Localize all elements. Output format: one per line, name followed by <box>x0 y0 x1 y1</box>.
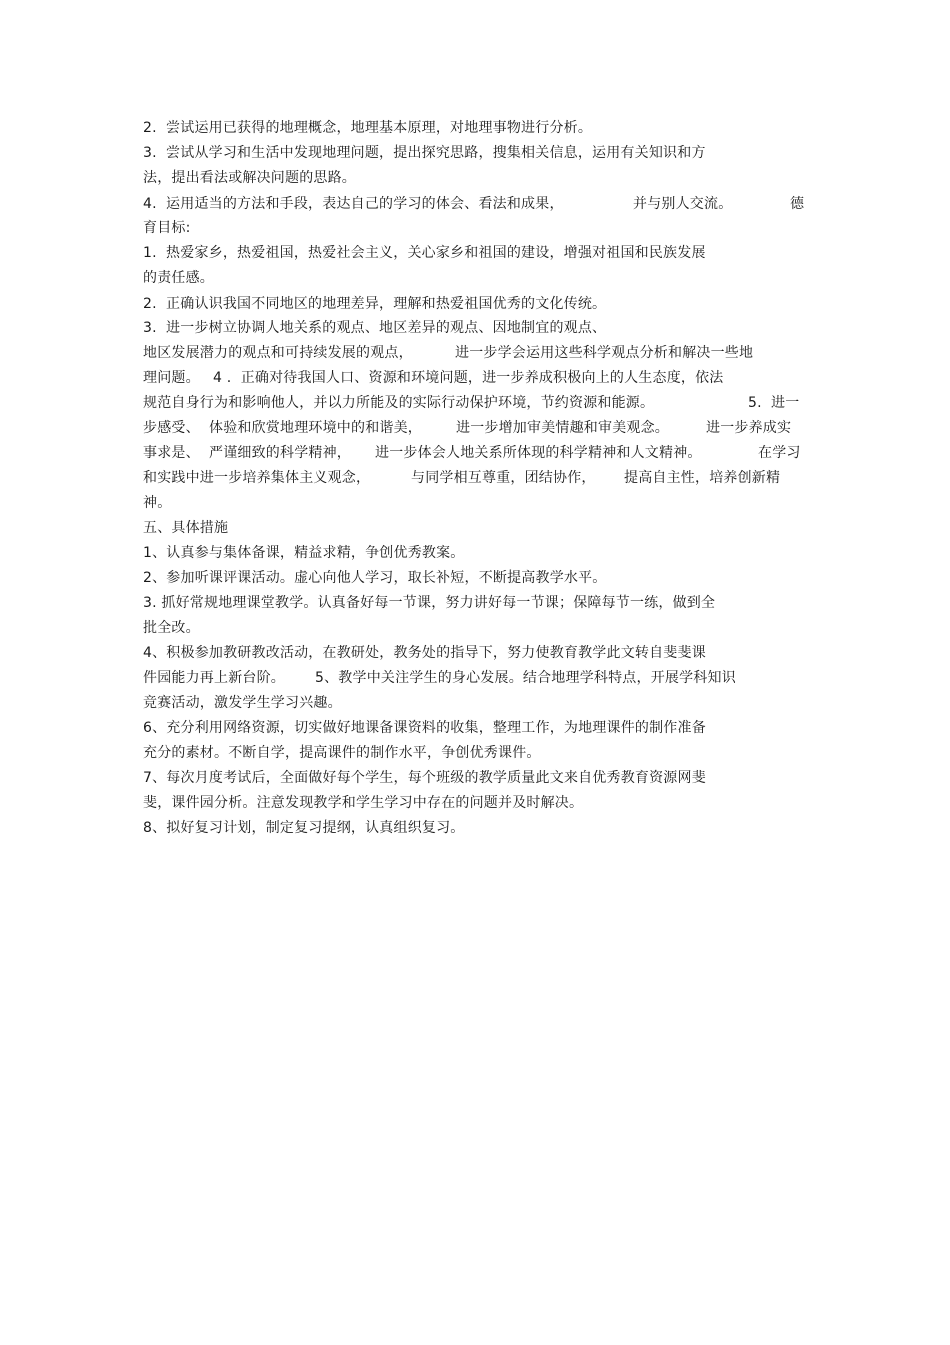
text-line <box>143 693 342 713</box>
text-line <box>143 294 607 314</box>
text-segment: 五、具体措施 <box>143 520 229 536</box>
text-line <box>143 818 465 838</box>
text-segment: 7、每次月度考试后，全面做好每个学生，每个班级的教学质量此文来自优秀教育资源网斐 <box>143 770 706 786</box>
text-segment: 斐，课件园分析。注意发现教学和学生学习中存在的问题并及时解决。 <box>143 795 584 811</box>
text-line <box>143 718 706 738</box>
text-segment: 进一步体会人地关系所体现的科学精神和人文精神。 <box>375 445 702 461</box>
text-line <box>143 194 805 214</box>
text-segment: 2、参加听课评课活动。虚心向他人学习，取长补短，不断提高教学水平。 <box>143 570 607 586</box>
text-line <box>143 368 724 388</box>
text-segment: 严谨细致的科学精神， <box>209 445 351 461</box>
text-line <box>143 468 781 488</box>
text-line <box>143 143 706 163</box>
text-line <box>143 443 801 463</box>
section-heading <box>143 518 229 538</box>
text-segment: 5. 进一 <box>748 395 800 411</box>
text-line <box>143 743 541 763</box>
text-segment: 3. 进一步树立协调人地关系的观点、地区差异的观点、因地制宜的观点、 <box>143 320 607 336</box>
text-segment: 5、教学中关注学生的身心发展。结合地理学科特点，开展学科知识 <box>315 670 736 686</box>
text-segment: 2. 正确认识我国不同地区的地理差异，理解和热爱祖国优秀的文化传统。 <box>143 296 607 312</box>
text-segment: 批全改。 <box>143 620 200 636</box>
text-segment: 法，提出看法或解决问题的思路。 <box>143 170 356 186</box>
text-segment: 进一步增加审美情趣和审美观念。 <box>456 420 669 436</box>
text-segment: 4. 运用适当的方法和手段，表达自己的学习的体会、看法和成果， <box>143 196 564 212</box>
text-segment: 进一步养成实 <box>706 420 792 436</box>
text-segment: 体验和欣赏地理环境中的和谐美， <box>209 420 422 436</box>
text-segment: 提高自主性，培养创新精 <box>624 470 781 486</box>
text-line <box>143 268 214 288</box>
text-segment: 4 . 正确对待我国人口、资源和环境问题，进一步养成积极向上的人生态度，依法 <box>213 370 724 386</box>
text-segment: 事求是、 <box>143 445 200 461</box>
text-segment: 在学习 <box>758 445 801 461</box>
text-segment: 1、认真参与集体备课，精益求精，争创优秀教案。 <box>143 545 465 561</box>
text-segment: 3. 尝试从学习和生活中发现地理问题，提出探究思路，搜集相关信息，运用有关知识和方 <box>143 145 706 161</box>
text-segment: 地区发展潜力的观点和可持续发展的观点， <box>143 345 413 361</box>
text-segment: 4、积极参加教研教改活动，在教研处，教务处的指导下，努力使教育教学此文转自斐斐课 <box>143 645 706 661</box>
text-segment: 与同学相互尊重，团结协作， <box>411 470 596 486</box>
text-segment: 规范自身行为和影响他人，并以力所能及的实际行动保护环境，节约资源和能源。 <box>143 395 655 411</box>
text-segment: 德 <box>790 196 805 212</box>
text-line <box>143 418 792 438</box>
text-line <box>143 318 607 338</box>
text-segment: 步感受、 <box>143 420 200 436</box>
text-segment: 2. 尝试运用已获得的地理概念，地理基本原理，对地理事物进行分析。 <box>143 120 593 136</box>
text-segment: 8、拟好复习计划，制定复习提纲，认真组织复习。 <box>143 820 465 836</box>
text-line <box>143 568 607 588</box>
text-line <box>143 768 706 788</box>
text-line <box>143 118 593 138</box>
text-line <box>143 243 706 263</box>
text-line <box>143 168 356 188</box>
text-segment: 件园能力再上新台阶。 <box>143 670 285 686</box>
text-segment: 理问题。 <box>143 370 200 386</box>
text-segment: 6、充分利用网络资源，切实做好地课备课资料的收集，整理工作，为地理课件的制作准备 <box>143 720 706 736</box>
text-line <box>143 793 584 813</box>
text-segment: 竞赛活动，激发学生学习兴趣。 <box>143 695 342 711</box>
text-line <box>143 393 800 413</box>
text-line <box>143 643 706 663</box>
text-segment: 和实践中进一步培养集体主义观念， <box>143 470 371 486</box>
text-line <box>143 543 465 563</box>
text-line <box>143 343 754 363</box>
text-line <box>143 218 191 238</box>
text-segment: 充分的素材。不断自学，提高课件的制作水平，争创优秀课件。 <box>143 745 541 761</box>
text-line <box>143 593 716 613</box>
text-segment: 1. 热爱家乡，热爱祖国，热爱社会主义，关心家乡和祖国的建设，增强对祖国和民族发展 <box>143 245 706 261</box>
text-segment: 进一步学会运用这些科学观点分析和解决一些地 <box>455 345 754 361</box>
text-line <box>143 493 172 513</box>
text-segment: 并与别人交流。 <box>633 196 733 212</box>
text-line <box>143 668 736 688</box>
text-segment: 的责任感。 <box>143 270 214 286</box>
text-segment: 育目标: <box>143 220 191 236</box>
text-line <box>143 618 200 638</box>
text-segment: 神。 <box>143 495 172 511</box>
text-segment: 3. 抓好常规地理课堂教学。认真备好每一节课，努力讲好每一节课；保障每节一练，做到全 <box>143 595 716 611</box>
